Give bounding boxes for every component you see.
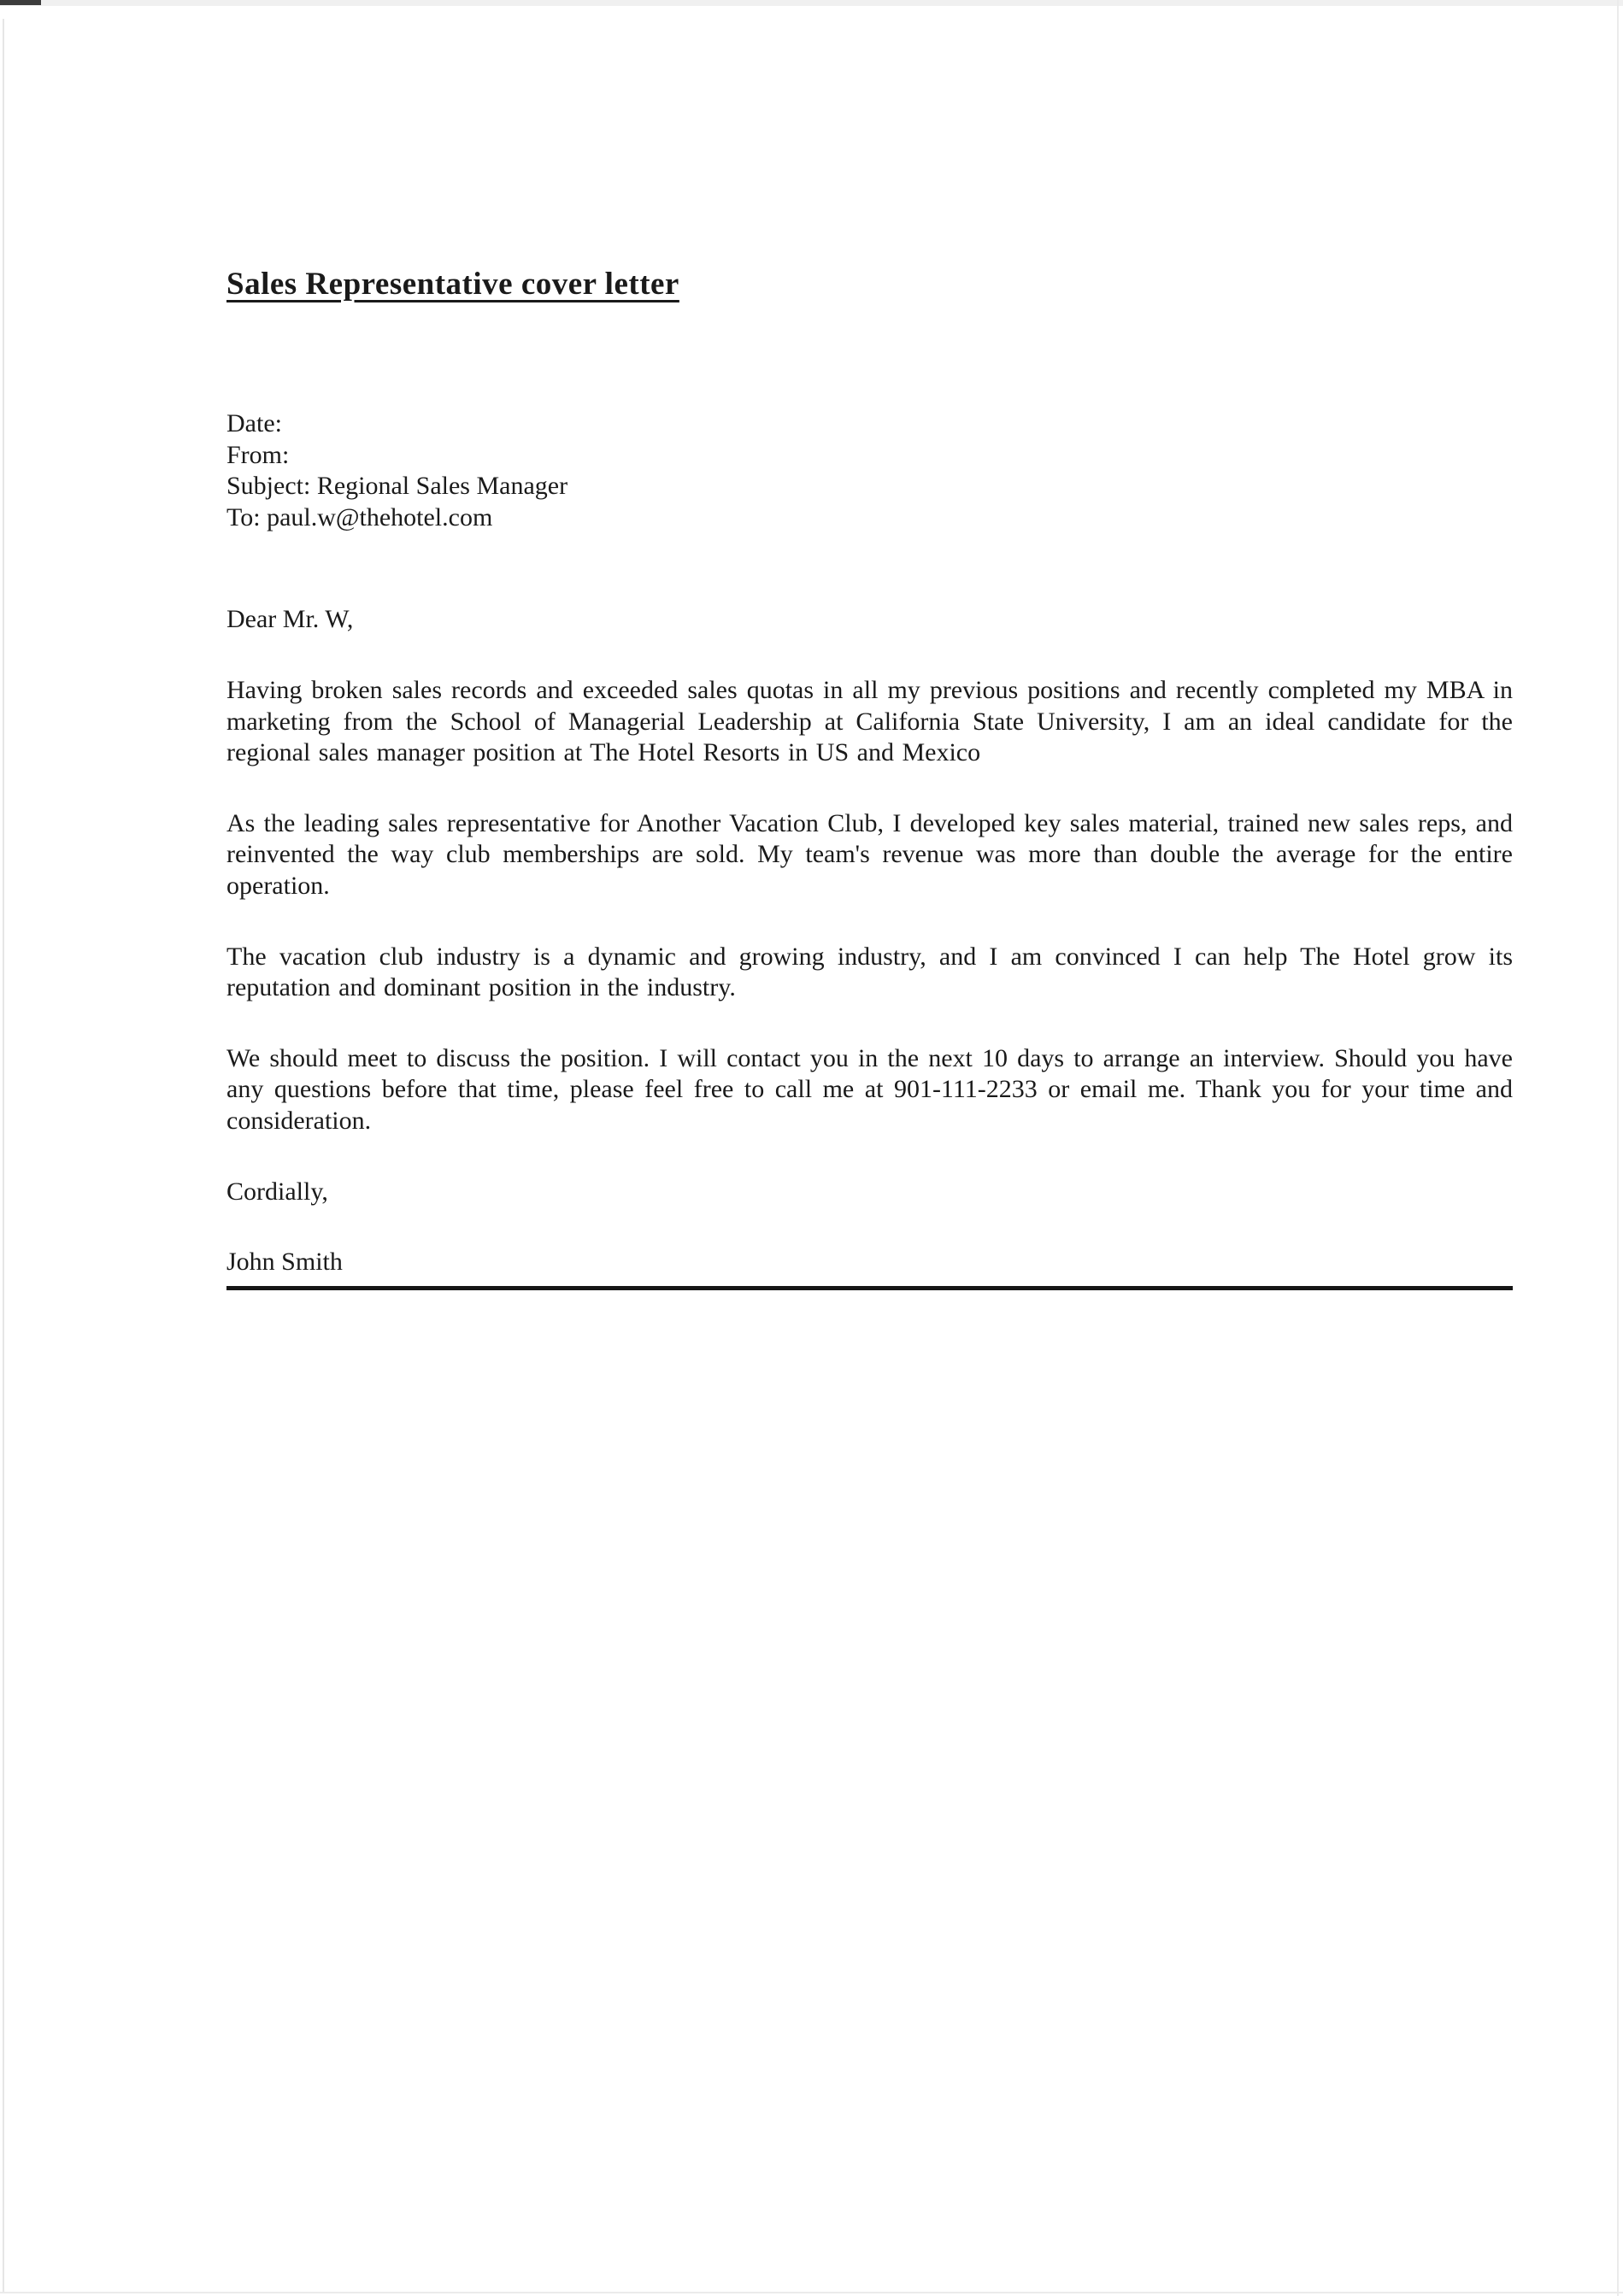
letter-title: Sales Representative cover letter (226, 267, 679, 302)
header-line-date: Date: (226, 409, 282, 437)
scan-artifact-right-line (1617, 0, 1619, 2296)
salutation: Dear Mr. W, (226, 605, 354, 634)
letter-header-block (226, 408, 1513, 533)
paragraph-industry: The vacation club industry is a dynamic and growing industry, and I am convinced I can help The Hotel grow its reputation and dominant position in the industry. (226, 942, 1513, 1002)
scan-artifact-left-line (3, 19, 4, 2292)
closing: Cordially, (226, 1177, 328, 1206)
signature-line (226, 1286, 1513, 1290)
paragraph-call-to-action: We should meet to discuss the position. I will contact you in the next 10 days to arrange an interview. Should you have any questions before that time, please feel free to call me at 901-111-2233 or email me. Thank you for your time and consideration. (226, 1043, 1513, 1135)
signature-name: John Smith (226, 1248, 343, 1277)
header-line-from: From: (226, 440, 290, 469)
scan-artifact-top-dark-segment (0, 0, 41, 5)
paragraph-qualifications: Having broken sales records and exceeded sales quotas in all my previous positions and recently completed my MBA in marketing from the School of Managerial Leadership at California State University, I am an ideal candidate for the regional sales manager position at The Hotel Resorts in US and Mexico (226, 675, 1513, 767)
letter-content (226, 0, 1513, 1290)
paragraph-experience: As the leading sales representative for Another Vacation Club, I developed key sales material, trained new sales reps, and reinvented the way club memberships are sold. My team's revenue was more than double the average for the entire operation. (226, 808, 1513, 900)
scan-artifact-bottom-line (0, 2292, 1623, 2293)
header-line-subject: Subject: Regional Sales Manager (226, 472, 568, 501)
header-line-to: To: paul.w@thehotel.com (226, 502, 493, 531)
